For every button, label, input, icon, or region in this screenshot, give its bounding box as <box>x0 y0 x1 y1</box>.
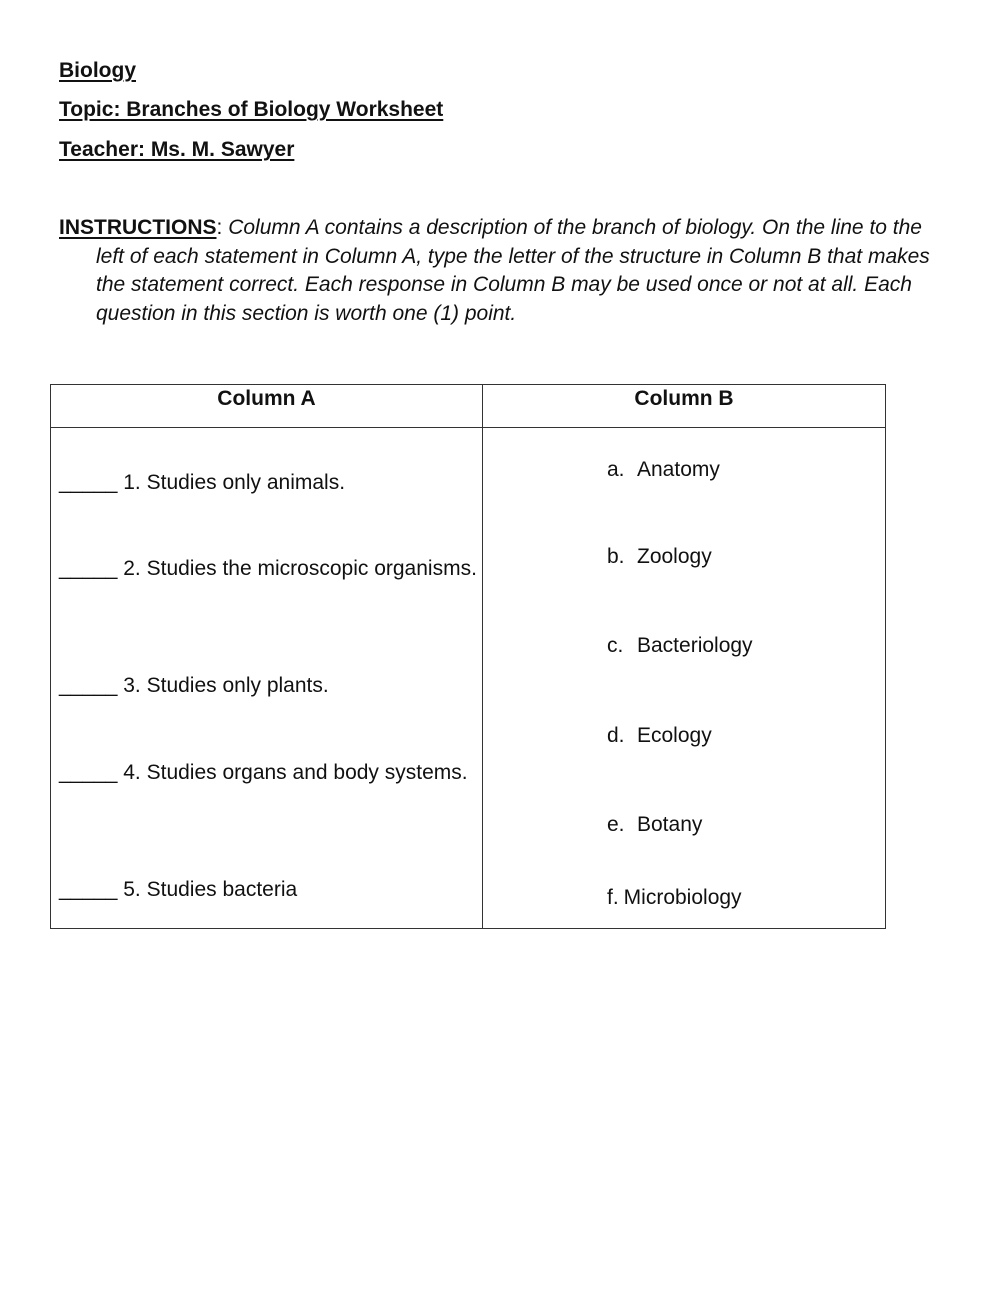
matching-table <box>50 384 886 929</box>
answer-text-f: Microbiology <box>623 886 742 909</box>
teacher-name: Teacher: Ms. M. Sawyer <box>59 138 295 161</box>
column-a-header: Column A <box>217 387 316 410</box>
instructions-separator: : <box>216 216 223 239</box>
answer-letter-b: b. <box>607 545 625 568</box>
answer-text-e: Botany <box>637 813 703 836</box>
question-text-4: 4. Studies organs and body systems. <box>123 761 468 784</box>
answer-text-b: Zoology <box>637 545 712 568</box>
answer-letter-a: a. <box>607 458 625 481</box>
answer-blank-5[interactable]: _____ <box>59 878 118 901</box>
question-text-3: 3. Studies only plants. <box>123 674 329 697</box>
instructions-text: Column A contains a description of the branch of biology. On the line to the left of each statement in Column A, type the letter of the structure in Column B that makes the statement correct. Each response in Column B may be used once or not at all. Each question in this section is worth one (1) point. <box>96 216 930 325</box>
answer-option-b <box>607 543 712 571</box>
header-divider <box>51 427 885 428</box>
answer-text-d: Ecology <box>637 724 712 747</box>
question-3 <box>59 671 479 701</box>
topic-title: Topic: Branches of Biology Worksheet <box>59 98 444 121</box>
answer-option-d <box>607 722 712 750</box>
answer-text-c: Bacteriology <box>637 634 753 657</box>
answer-letter-e: e. <box>607 813 625 836</box>
answer-option-f <box>607 884 742 912</box>
answer-letter-c: c. <box>607 634 624 657</box>
answer-option-e <box>607 811 702 839</box>
answer-blank-4[interactable]: _____ <box>59 761 118 784</box>
answer-letter-f: f. <box>607 886 619 909</box>
question-text-2: 2. Studies the microscopic organisms. <box>123 557 477 580</box>
answer-option-a <box>607 456 720 484</box>
column-divider <box>482 385 483 928</box>
question-2 <box>59 554 479 584</box>
answer-letter-d: d. <box>607 724 625 747</box>
column-b-header: Column B <box>634 387 734 410</box>
question-1 <box>59 468 479 498</box>
answer-blank-3[interactable]: _____ <box>59 674 118 697</box>
answer-option-c <box>607 632 753 660</box>
answer-text-a: Anatomy <box>637 458 720 481</box>
question-text-1: 1. Studies only animals. <box>123 471 346 494</box>
instructions-paragraph <box>59 214 944 328</box>
answer-blank-1[interactable]: _____ <box>59 471 118 494</box>
subject-title: Biology <box>59 59 136 82</box>
question-text-5: 5. Studies bacteria <box>123 878 298 901</box>
answer-blank-2[interactable]: _____ <box>59 557 118 580</box>
question-4 <box>59 758 479 788</box>
instructions-label: INSTRUCTIONS <box>59 216 217 239</box>
question-5 <box>59 875 479 905</box>
